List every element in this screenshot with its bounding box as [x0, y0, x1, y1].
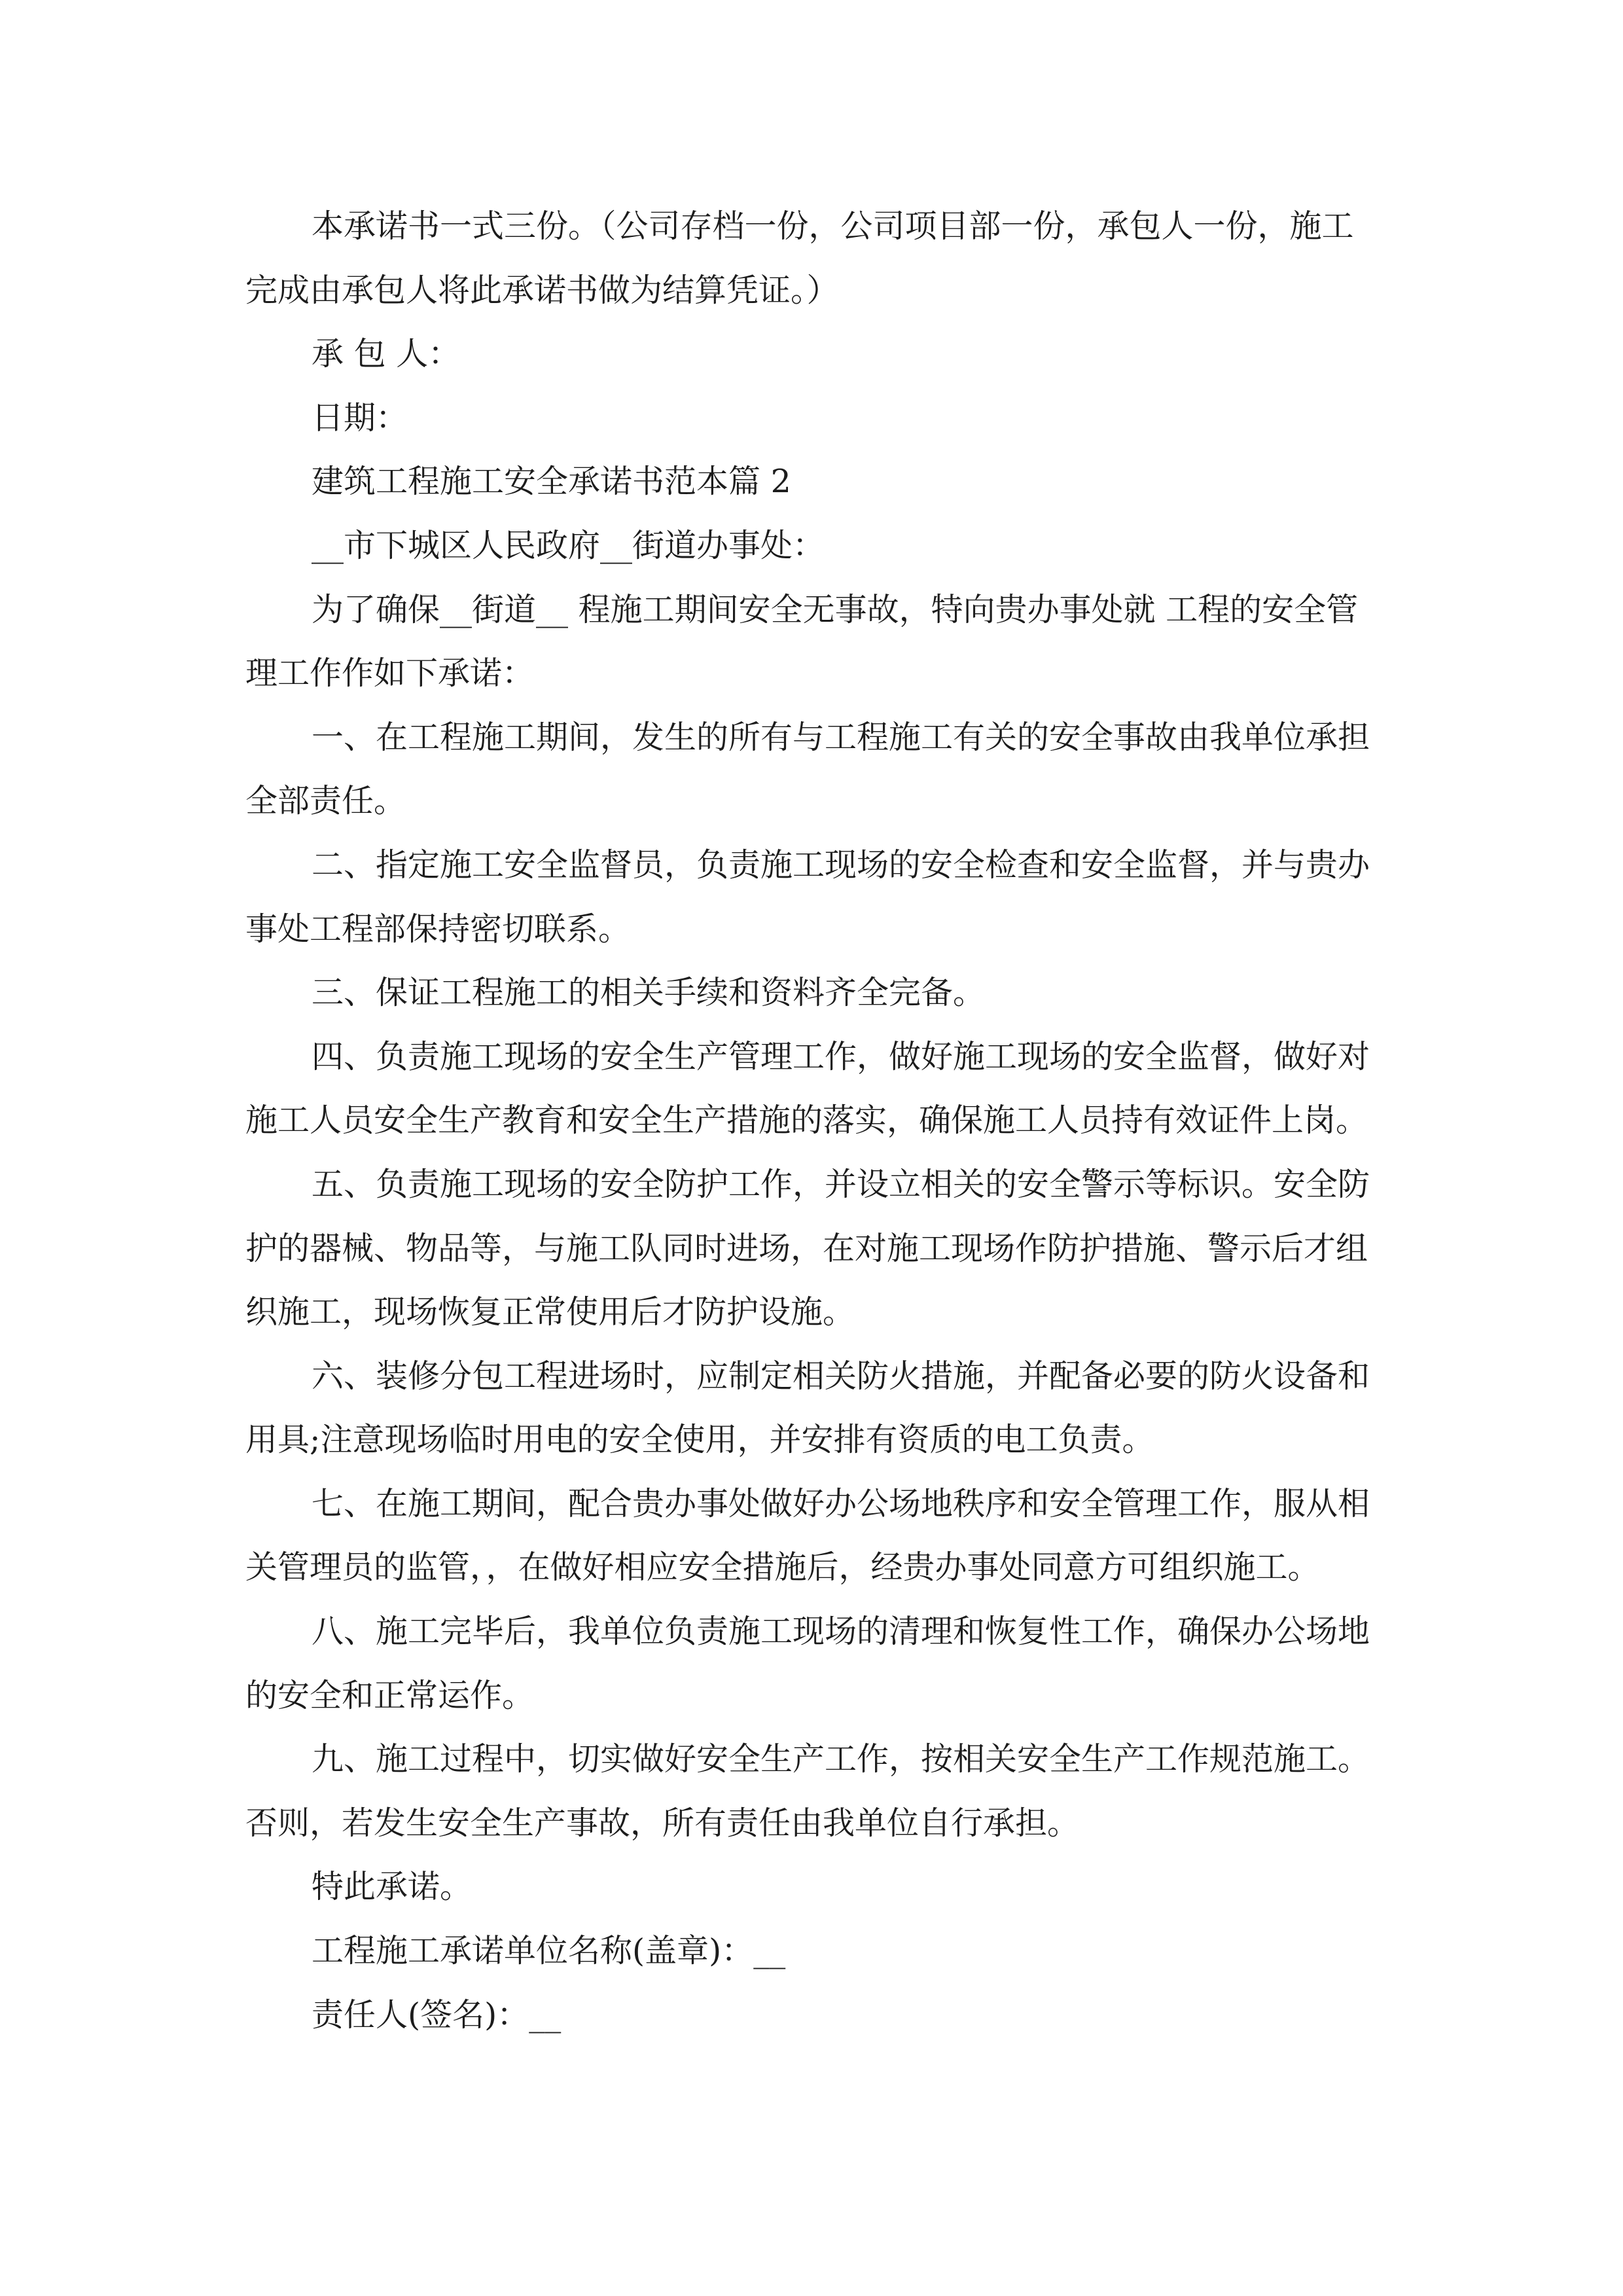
clause-8 [245, 1600, 1410, 1727]
paragraph-line: 五、负责施工现场的安全防护工作，并设立相关的安全警示等标识。安全防 [312, 1165, 1370, 1203]
paragraph-line: 全部责任。 [245, 782, 406, 820]
paragraph-line: 护的器械、物品等，与施工队同时进场，在对施工现场作防护措施、警示后才组 [245, 1229, 1368, 1267]
document-body [245, 194, 1410, 2047]
paragraph-line: 承 包 人： [312, 335, 461, 373]
paragraph-line: 的安全和正常运作。 [245, 1676, 535, 1714]
company-seal-field [245, 1919, 1410, 1983]
clause-6 [245, 1344, 1410, 1472]
paragraph-line: 为了确保__街道__ 程施工期间安全无事故，特向贵办事处就 工程的安全管 [312, 590, 1359, 628]
contractor-signature-label [245, 322, 1410, 386]
paragraph-line: 施工人员安全生产教育和安全生产措施的落实，确保施工人员持有效证件上岗。 [245, 1102, 1368, 1139]
paragraph-line: 三、保证工程施工的相关手续和资料齐全完备。 [312, 974, 986, 1012]
section-title [245, 450, 1410, 514]
clause-3 [245, 961, 1410, 1025]
paragraph-line: 否则，若发生安全生产事故，所有责任由我单位自行承担。 [245, 1804, 1080, 1842]
paragraph-line: 九、施工过程中，切实做好安全生产工作，按相关安全生产工作规范施工。 [312, 1740, 1370, 1778]
paragraph-line: 日期： [312, 399, 408, 437]
clause-9 [245, 1727, 1410, 1855]
date-label [245, 386, 1410, 450]
clause-5 [245, 1153, 1410, 1344]
responsible-person-signature-field [245, 1983, 1410, 2047]
paragraph-line: 责任人(签名)：__ [312, 1996, 562, 2034]
paragraph-line: 七、在施工期间，配合贵办事处做好办公场地秩序和安全管理工作，服从相 [312, 1484, 1370, 1522]
paragraph-line: __市下城区人民政府__街道办事处： [312, 526, 825, 564]
paragraph-line: 六、装修分包工程进场时，应制定相关防火措施，并配备必要的防火设备和 [312, 1357, 1370, 1395]
addressee [245, 514, 1410, 578]
clause-1 [245, 706, 1410, 833]
intro-paragraph [245, 578, 1410, 706]
paragraph-line: 四、负责施工现场的安全生产管理工作，做好施工现场的安全监督，做好对 [312, 1037, 1370, 1075]
paragraph-line: 完成由承包人将此承诺书做为结算凭证。） [245, 271, 839, 309]
paragraph-line: 二、指定施工安全监督员，负责施工现场的安全检查和安全监督，并与贵办 [312, 846, 1370, 884]
paragraph-line: 理工作作如下承诺： [245, 655, 535, 692]
paragraph-line: 工程施工承诺单位名称(盖章)：__ [312, 1932, 786, 1970]
paragraph-line: 本承诺书一式三份。（公司存档一份，公司项目部一份，承包人一份，施工 [312, 207, 1354, 245]
paragraph-line: 织施工，现场恢复正常使用后才防护设施。 [245, 1293, 855, 1331]
clause-4 [245, 1025, 1410, 1153]
paragraph-line: 建筑工程施工安全承诺书范本篇 2 [312, 463, 791, 501]
paragraph-line: 八、施工完毕后，我单位负责施工现场的清理和恢复性工作，确保办公场地 [312, 1613, 1370, 1651]
paragraph-line: 关管理员的监管，，在做好相应安全措施后，经贵办事处同意方可组织施工。 [245, 1549, 1320, 1587]
paragraph-line: 用具;注意现场临时用电的安全使用，并安排有资质的电工负责。 [245, 1421, 1154, 1459]
paragraph-line: 事处工程部保持密切联系。 [245, 910, 631, 948]
paragraph-line: 一、在工程施工期间，发生的所有与工程施工有关的安全事故由我单位承担 [312, 718, 1370, 756]
clause-2 [245, 833, 1410, 961]
copies-note-paragraph [245, 194, 1410, 322]
paragraph-line: 特此承诺。 [312, 1868, 473, 1906]
closing-statement [245, 1855, 1410, 1919]
clause-7 [245, 1472, 1410, 1600]
